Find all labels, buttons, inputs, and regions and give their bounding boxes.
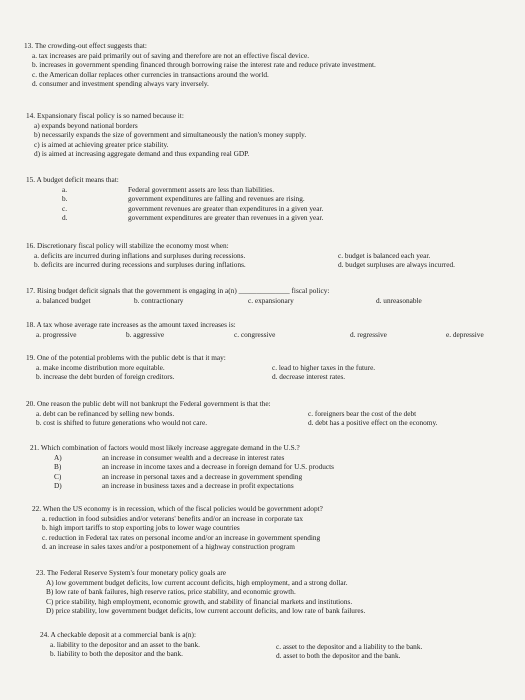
option-a: a. progressive	[36, 329, 77, 339]
question-19	[26, 353, 506, 383]
option-b: b. government expenditures are falling and revenues are rising.	[62, 194, 305, 204]
option-a: A) an increase in consumer wealth and a decrease in interest rates	[54, 452, 285, 462]
option-d: d. an increase in sales taxes and/or a postponement of a highway construction program	[42, 542, 295, 552]
option-a: a. debt can be refinanced by selling new bonds.	[36, 408, 175, 418]
option-a: a. balanced budget	[36, 295, 91, 305]
option-a: a. Federal government assets are less than liabilities.	[62, 184, 275, 194]
option-d: d) is aimed at increasing aggregate demand and thus expanding real GDP.	[34, 149, 250, 159]
question-22	[32, 504, 323, 552]
option-c: c. budget is balanced each year.	[338, 250, 431, 260]
option-e: e. depressive	[446, 329, 484, 339]
question-stem: 20. One reason the public debt will not bankrupt the Federal government is that the:	[26, 399, 271, 408]
question-15	[26, 175, 323, 223]
option-a: a) expands beyond national borders	[34, 120, 138, 130]
option-b: b. aggressive	[126, 329, 165, 339]
question-18	[26, 320, 506, 340]
option-c: c. reduction in Federal tax rates on personal income and/or an increase in government spending	[42, 532, 321, 542]
question-21	[30, 443, 334, 491]
option-a: a. make income distribution more equitable.	[36, 362, 165, 372]
question-17	[26, 286, 506, 306]
option-b: b. high import tariffs to stop exporting jobs to lower wage countries	[42, 523, 240, 533]
option-c: c. asset to the depositor and a liability to the bank.	[276, 641, 423, 651]
question-stem: 17. Rising budget deficit signals that the government is engaging in a(n) ______________ fiscal policy:	[26, 286, 330, 295]
option-c: c. the American dollar replaces other currencies in transactions around the world.	[32, 69, 269, 79]
option-d: d. regressive	[350, 329, 387, 339]
question-stem: 23. The Federal Reserve System's four monetary policy goals are	[36, 568, 227, 577]
option-c: c. lead to higher taxes in the future.	[272, 362, 376, 372]
question-16	[26, 241, 506, 271]
option-b: b. increases in government spending financed through borrowing raise the interest rate and reduce private investment.	[32, 60, 376, 70]
question-stem: 22. When the US economy is in recession, which of the fiscal policies would be government adopt?	[32, 504, 323, 513]
question-stem: 18. A tax whose average rate increases as the amount taxed increases is:	[26, 320, 236, 329]
option-b: B) low rate of bank failures, high reserve ratios, price stability, and economic growth.	[46, 587, 296, 597]
option-c: c. foreigners bear the cost of the debt	[308, 408, 417, 418]
option-c: C) price stability, high employment, economic growth, and stability of financial markets and institutions.	[46, 596, 353, 606]
question-20	[26, 399, 506, 429]
option-a: a. liability to the depositor and an asset to the bank.	[50, 639, 200, 649]
option-d: d. consumer and investment spending always vary inversely.	[32, 79, 209, 89]
option-c: c. expansionary	[248, 295, 294, 305]
option-c: C) an increase in personal taxes and a decrease in government spending	[54, 471, 303, 481]
option-d: d. decrease interest rates.	[272, 372, 346, 382]
option-c: c) is aimed at achieving greater price stability.	[34, 139, 169, 149]
option-b: b) necessarily expands the size of government and simultaneously the nation's money supply.	[34, 130, 307, 140]
question-14	[26, 111, 306, 159]
question-stem: 19. One of the potential problems with the public debt is that it may:	[26, 353, 226, 362]
option-d: D) an increase in business taxes and a decrease in profit expectations	[54, 481, 294, 491]
option-b: B) an increase in income taxes and a decrease in foreign demand for U.S. products	[54, 462, 334, 472]
option-d: d. asset to both the depositor and the bank.	[276, 651, 401, 661]
question-stem: 14. Expansionary fiscal policy is so named because it:	[26, 111, 184, 120]
option-d: d. unreasonable	[376, 295, 422, 305]
question-24	[40, 630, 510, 660]
option-d: d. budget surpluses are always incurred.	[338, 260, 455, 270]
option-b: b. deficits are incurred during recessions and surpluses during inflations.	[34, 260, 246, 270]
option-a: a. deficits are incurred during inflations and surpluses during recessions.	[34, 250, 246, 260]
option-c: c. congressive	[234, 329, 276, 339]
question-stem: 21. Which combination of factors would most likely increase aggregate demand in the U.S.?	[30, 443, 300, 452]
option-d: d. government expenditures are greater than revenues in a given year.	[62, 213, 324, 223]
option-d: d. debt has a positive effect on the economy.	[308, 418, 438, 428]
option-b: b. cost is shifted to future generations who would not care.	[36, 418, 208, 428]
option-b: b. liability to both the depositor and the bank.	[50, 649, 183, 659]
option-b: b. increase the debt burden of foreign creditors.	[36, 372, 175, 382]
question-stem: 15. A budget deficit means that:	[26, 175, 119, 184]
question-23	[36, 568, 365, 616]
question-13	[24, 41, 376, 89]
option-a: A) low government budget deficits, low current account deficits, high employment, and a strong dollar.	[46, 577, 348, 587]
question-stem: 16. Discretionary fiscal policy will stabilize the economy most when:	[26, 241, 229, 250]
question-stem: 13. The crowding-out effect suggests that:	[24, 41, 147, 50]
option-c: c. government revenues are greater than expenditures in a given year.	[62, 203, 324, 213]
option-a: a. reduction in food subsidies and/or veterans' benefits and/or an increase in corporate tax	[42, 513, 304, 523]
option-a: a. tax increases are paid primarily out of saving and therefore are not an effective fiscal device.	[32, 50, 310, 60]
question-stem: 24. A checkable deposit at a commercial bank is a(n):	[40, 630, 197, 639]
option-b: b. contractionary	[134, 295, 184, 305]
option-d: D) price stability, low government budget deficits, low current account deficits, and low rate of bank failures.	[46, 606, 366, 616]
